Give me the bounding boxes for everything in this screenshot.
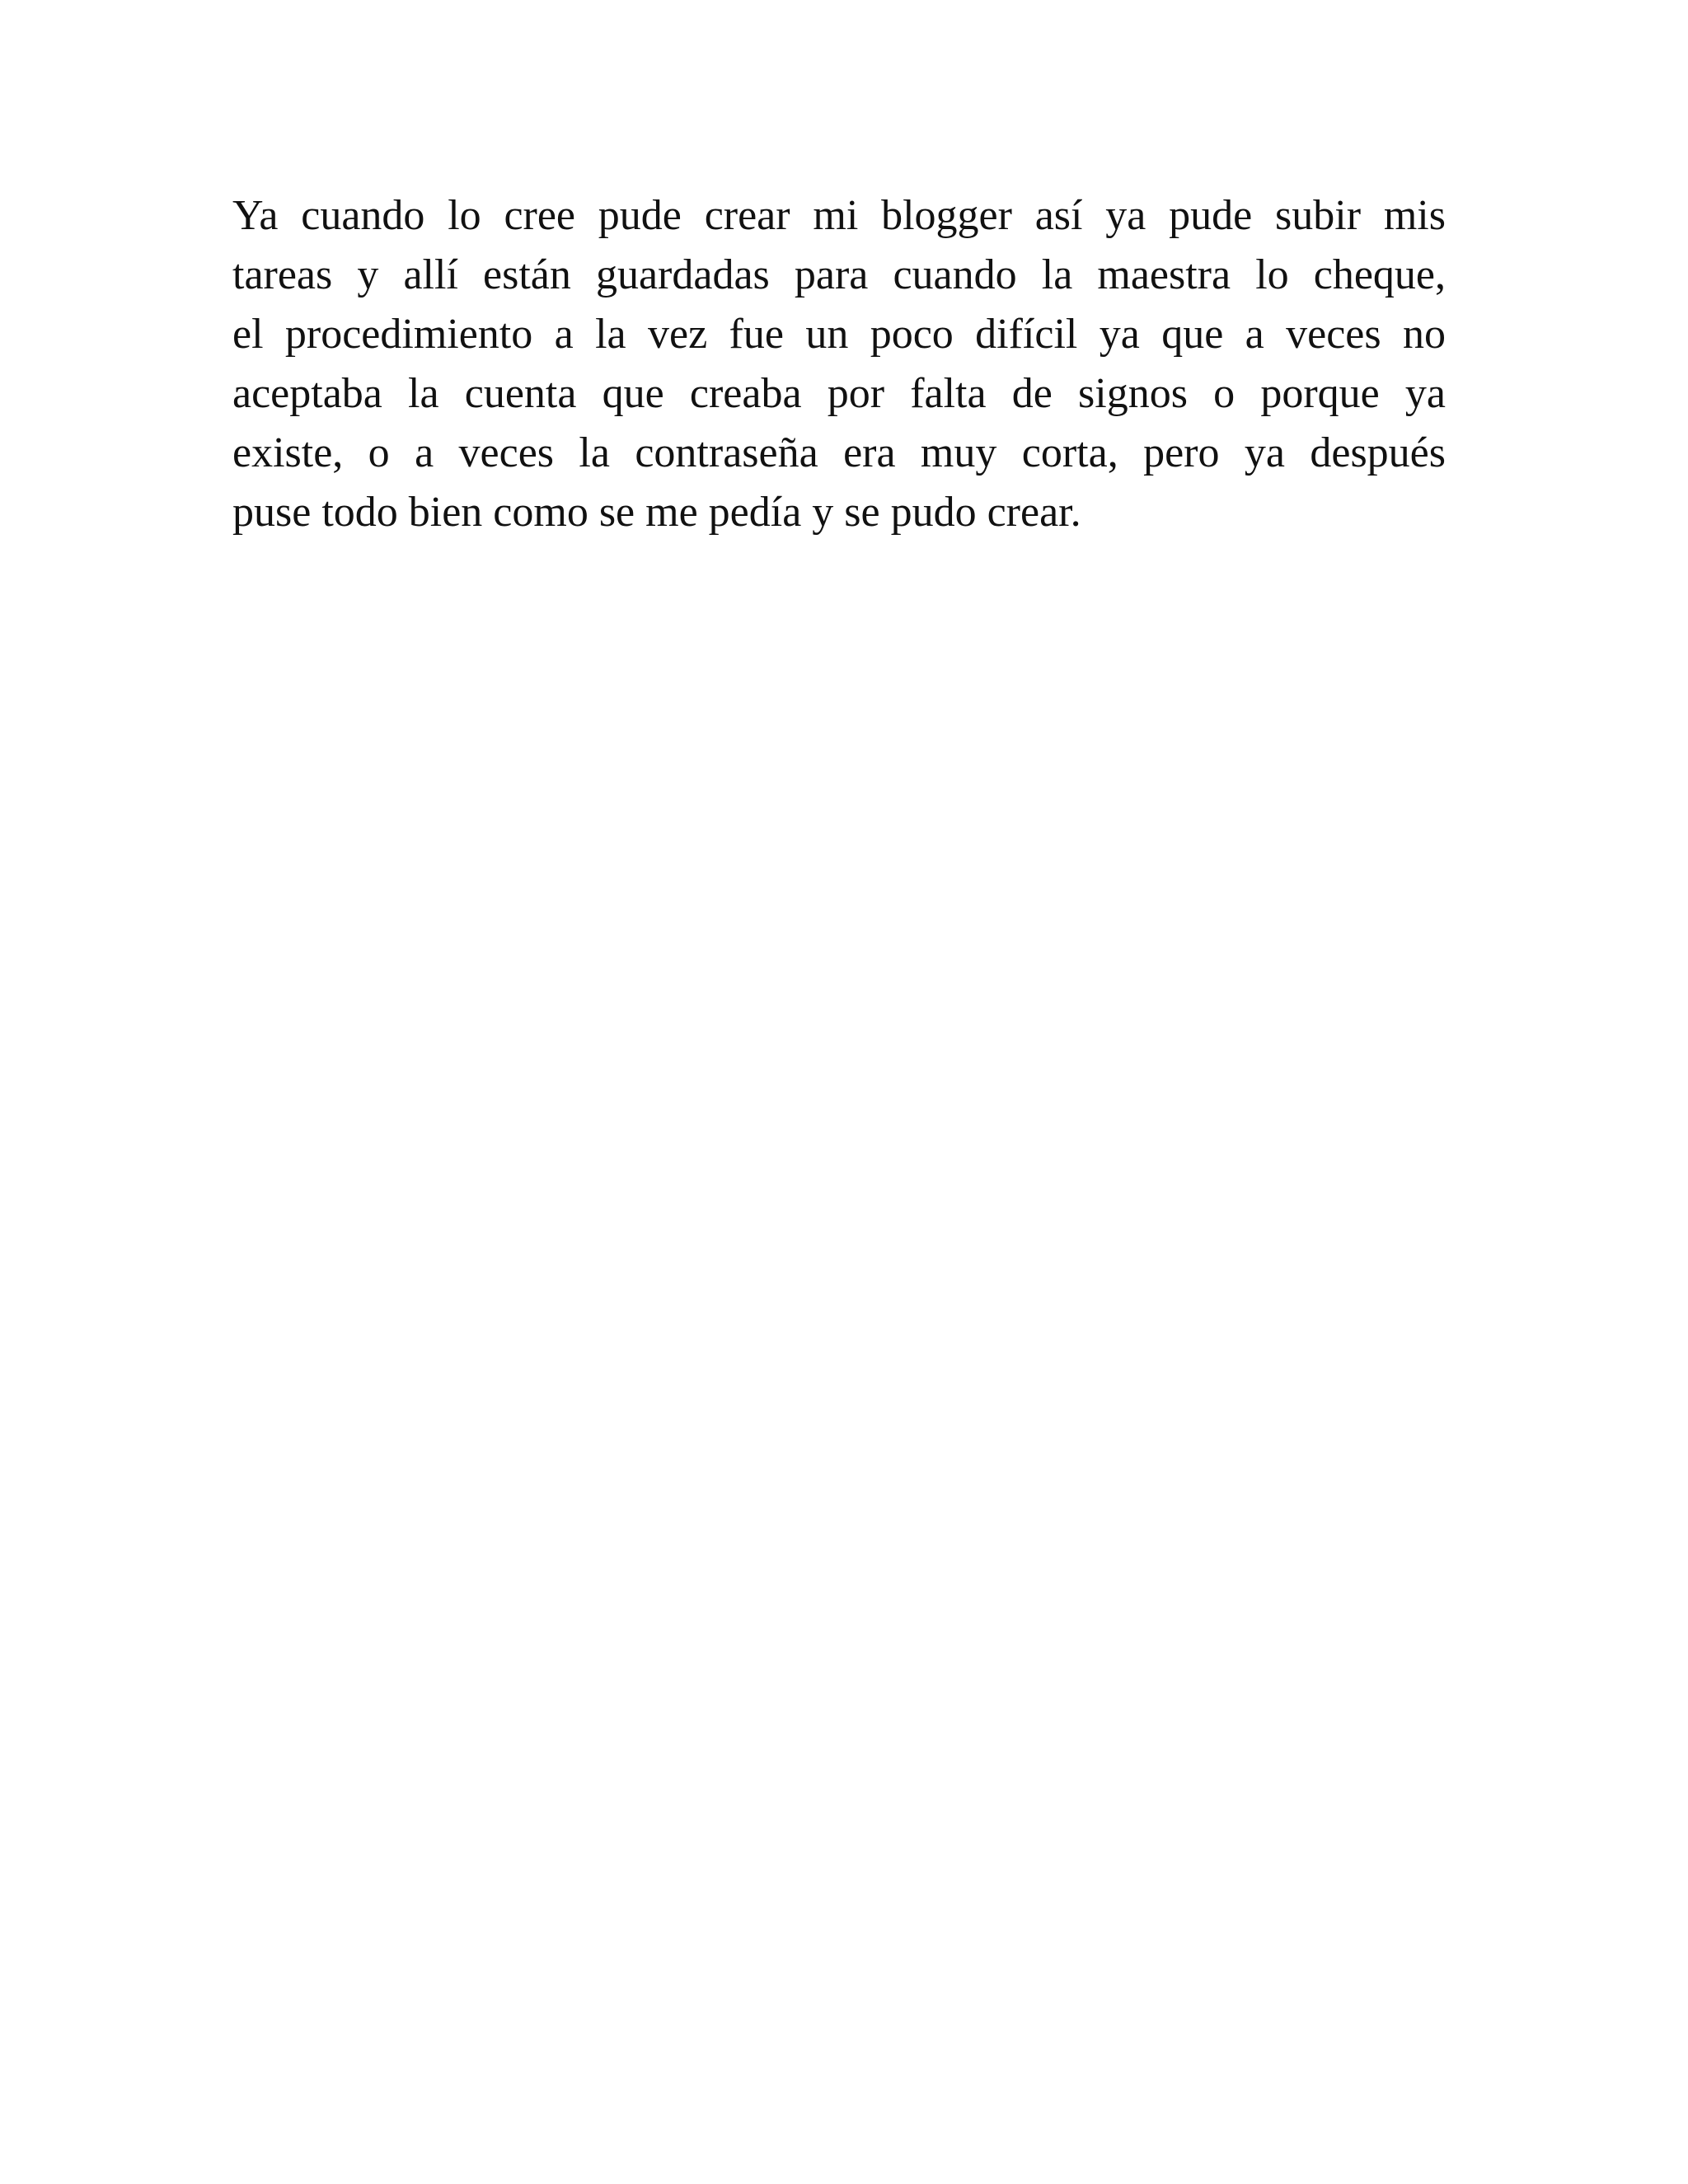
paragraph-line-3: el procedimiento a la vez fue un poco difícil ya que a veces no [232,311,1446,358]
paragraph-line-6: puse todo bien como se me pedía y se pudo crear. [232,489,1081,536]
paragraph-line-1: Ya cuando lo cree pude crear mi blogger así ya pude subir mis [232,192,1446,239]
body-paragraph [232,186,1446,542]
paragraph-line-2: tareas y allí están guardadas para cuando la maestra lo cheque, [232,251,1446,298]
paragraph-line-5: existe, o a veces la contraseña era muy corta, pero ya después [232,429,1446,476]
paragraph-line-4: aceptaba la cuenta que creaba por falta de signos o porque ya [232,370,1446,417]
